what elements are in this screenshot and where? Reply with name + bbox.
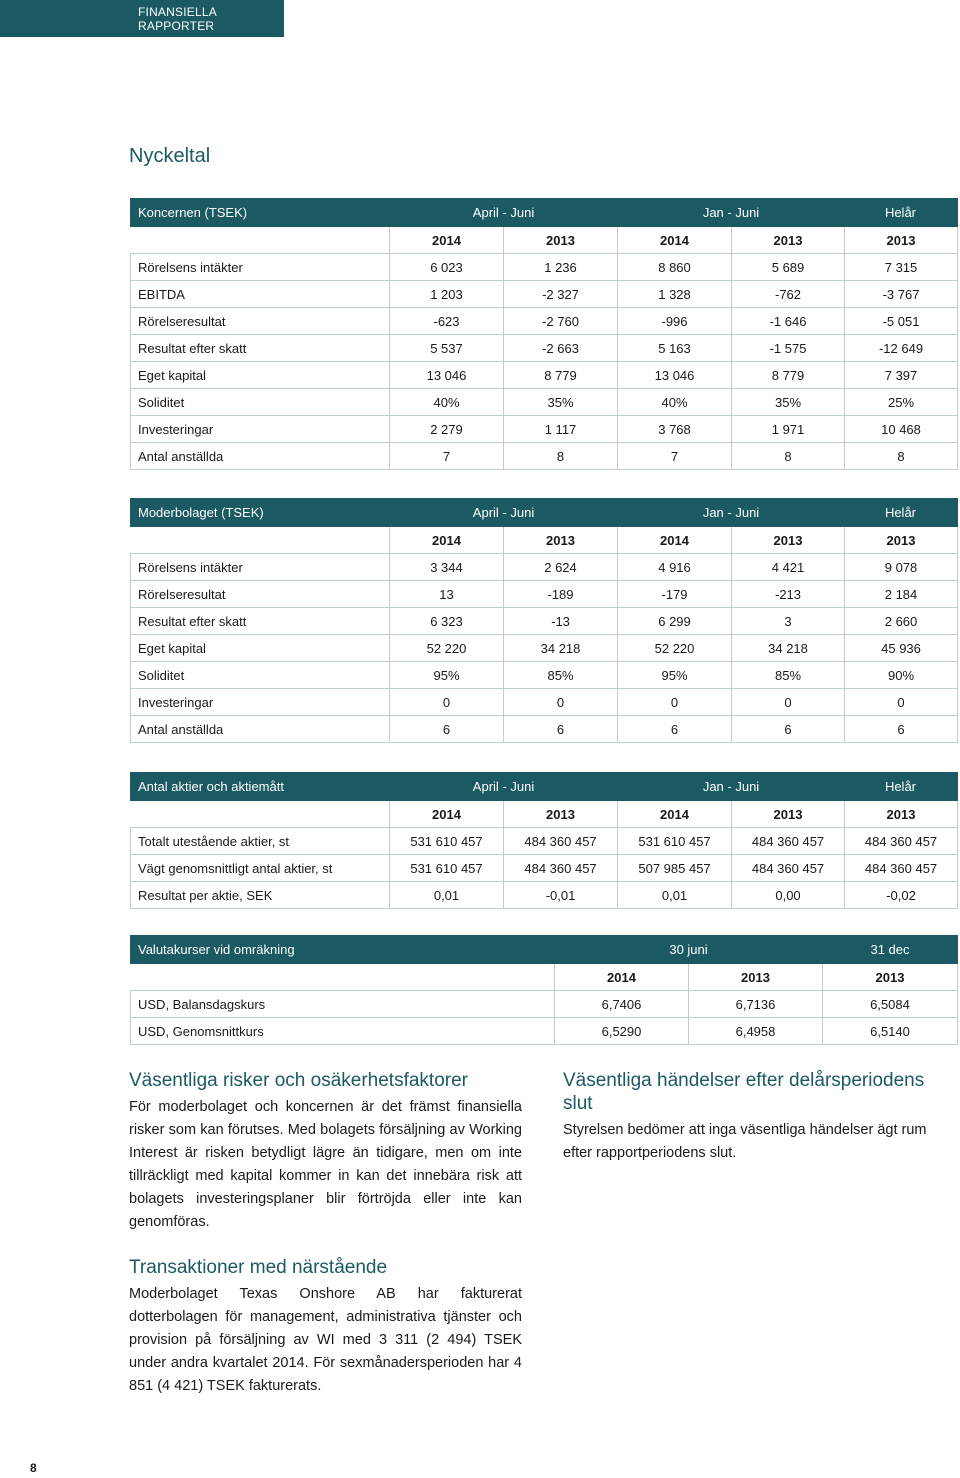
row-label: Investeringar	[131, 416, 390, 443]
year-cell: 2013	[845, 801, 958, 828]
table-row	[131, 1018, 958, 1045]
value-cell: 5 163	[618, 335, 732, 362]
table-row	[131, 882, 958, 909]
value-cell: 6	[504, 716, 618, 743]
table-row	[131, 389, 958, 416]
table-header-row	[131, 773, 958, 801]
period-header: April - Juni	[390, 773, 618, 801]
row-label: Eget kapital	[131, 362, 390, 389]
table-row	[131, 554, 958, 581]
value-cell: -1 646	[732, 308, 845, 335]
row-label: USD, Balansdagskurs	[131, 991, 555, 1018]
value-cell: -189	[504, 581, 618, 608]
value-cell: 95%	[390, 662, 504, 689]
value-cell: 13 046	[618, 362, 732, 389]
value-cell: 13 046	[390, 362, 504, 389]
value-cell: 0	[845, 689, 958, 716]
value-cell: 85%	[732, 662, 845, 689]
value-cell: -5 051	[845, 308, 958, 335]
value-cell: 4 421	[732, 554, 845, 581]
value-cell: 6 299	[618, 608, 732, 635]
table-row	[131, 335, 958, 362]
table-row	[131, 254, 958, 281]
value-cell: 0	[732, 689, 845, 716]
value-cell: 6,7136	[689, 991, 823, 1018]
value-cell: 1 203	[390, 281, 504, 308]
row-label: Eget kapital	[131, 635, 390, 662]
value-cell: 507 985 457	[618, 855, 732, 882]
value-cell: 35%	[504, 389, 618, 416]
value-cell: 40%	[390, 389, 504, 416]
table-row	[131, 608, 958, 635]
row-label: Resultat per aktie, SEK	[131, 882, 390, 909]
value-cell: 34 218	[732, 635, 845, 662]
year-cell: 2013	[504, 527, 618, 554]
value-cell: 531 610 457	[390, 855, 504, 882]
table-row	[131, 991, 958, 1018]
table-row	[131, 855, 958, 882]
period-header: Helår	[845, 199, 958, 227]
year-cell: 2014	[618, 801, 732, 828]
row-label: Rörelsens intäkter	[131, 254, 390, 281]
value-cell: 6,4958	[689, 1018, 823, 1045]
events-heading: Väsentliga händelser efter delårsperiodens slut	[563, 1070, 925, 1114]
events-body: Styrelsen bedömer att inga väsentliga händelser ägt rum efter rapportperiodens slut.	[563, 1122, 927, 1161]
table-row	[131, 662, 958, 689]
value-cell: 13	[390, 581, 504, 608]
year-cell: 2014	[390, 801, 504, 828]
value-cell: 7 397	[845, 362, 958, 389]
table-row	[131, 716, 958, 743]
value-cell: 6,5290	[555, 1018, 689, 1045]
transactions-body: Moderbolaget Texas Onshore AB har fakturerat dotterbolagen för management, administrativa tjänster och provision på försäljning av WI med 3 311 (2 494) TSEK under andra kvartalet 2014. För sexmånadersperioden har 4 851 (4 421) TSEK fakturerats.	[129, 1286, 522, 1394]
value-cell: -623	[390, 308, 504, 335]
table-row	[131, 443, 958, 470]
value-cell: -2 760	[504, 308, 618, 335]
value-cell: -1 575	[732, 335, 845, 362]
value-cell: 0	[618, 689, 732, 716]
row-label: Investeringar	[131, 689, 390, 716]
value-cell: -179	[618, 581, 732, 608]
value-cell: 7	[618, 443, 732, 470]
value-cell: 2 624	[504, 554, 618, 581]
row-label: Antal anställda	[131, 716, 390, 743]
value-cell: 8 779	[504, 362, 618, 389]
value-cell: 1 117	[504, 416, 618, 443]
risks-heading: Väsentliga risker och osäkerhetsfaktorer	[129, 1070, 468, 1091]
risks-section	[129, 1069, 522, 1234]
table-title: Antal aktier och aktiemått	[131, 773, 390, 801]
value-cell: 10 468	[845, 416, 958, 443]
section-tab	[0, 0, 284, 37]
value-cell: 52 220	[390, 635, 504, 662]
year-cell: 2013	[845, 227, 958, 254]
shares-table	[130, 772, 958, 909]
row-label: Rörelsens intäkter	[131, 554, 390, 581]
value-cell: 0,01	[618, 882, 732, 909]
row-label: Resultat efter skatt	[131, 608, 390, 635]
value-cell: 9 078	[845, 554, 958, 581]
events-section	[563, 1069, 958, 1165]
value-cell: 0	[504, 689, 618, 716]
value-cell: 531 610 457	[390, 828, 504, 855]
row-label: Antal anställda	[131, 443, 390, 470]
table-row	[131, 635, 958, 662]
period-header: Jan - Juni	[618, 499, 845, 527]
page-title: Nyckeltal	[129, 145, 211, 167]
row-label: EBITDA	[131, 281, 390, 308]
value-cell: 40%	[618, 389, 732, 416]
value-cell: -12 649	[845, 335, 958, 362]
period-header: Jan - Juni	[618, 773, 845, 801]
period-header: 31 dec	[823, 936, 958, 964]
table-row	[131, 281, 958, 308]
year-cell: 2014	[390, 227, 504, 254]
value-cell: 25%	[845, 389, 958, 416]
table-row	[131, 362, 958, 389]
value-cell: -0,01	[504, 882, 618, 909]
year-cell: 2013	[845, 527, 958, 554]
table-title: Valutakurser vid omräkning	[131, 936, 555, 964]
period-header: 30 juni	[555, 936, 823, 964]
row-label: Totalt utestående aktier, st	[131, 828, 390, 855]
value-cell: 90%	[845, 662, 958, 689]
value-cell: -0,02	[845, 882, 958, 909]
year-cell: 2014	[618, 227, 732, 254]
year-cell: 2013	[732, 227, 845, 254]
value-cell: 8	[732, 443, 845, 470]
row-label: USD, Genomsnittkurs	[131, 1018, 555, 1045]
year-cell: 2014	[555, 964, 689, 991]
value-cell: 2 184	[845, 581, 958, 608]
value-cell: 1 971	[732, 416, 845, 443]
period-header: Helår	[845, 773, 958, 801]
value-cell: 484 360 457	[732, 855, 845, 882]
value-cell: 52 220	[618, 635, 732, 662]
table-row	[131, 416, 958, 443]
value-cell: -13	[504, 608, 618, 635]
table-row	[131, 828, 958, 855]
value-cell: 484 360 457	[845, 828, 958, 855]
page-number: 8	[30, 1461, 37, 1475]
year-row	[131, 227, 958, 254]
table-header-row	[131, 199, 958, 227]
period-header: Helår	[845, 499, 958, 527]
value-cell: -2 327	[504, 281, 618, 308]
value-cell: 8	[845, 443, 958, 470]
row-label: Soliditet	[131, 662, 390, 689]
year-cell: 2013	[823, 964, 958, 991]
value-cell: 85%	[504, 662, 618, 689]
value-cell: -996	[618, 308, 732, 335]
value-cell: 1 328	[618, 281, 732, 308]
value-cell: 8 779	[732, 362, 845, 389]
value-cell: 95%	[618, 662, 732, 689]
value-cell: 34 218	[504, 635, 618, 662]
year-cell: 2013	[504, 227, 618, 254]
year-cell: 2013	[504, 801, 618, 828]
row-label: Rörelseresultat	[131, 581, 390, 608]
value-cell: 3 344	[390, 554, 504, 581]
value-cell: 2 279	[390, 416, 504, 443]
value-cell: 484 360 457	[845, 855, 958, 882]
year-row	[131, 527, 958, 554]
value-cell: 4 916	[618, 554, 732, 581]
value-cell: 6 323	[390, 608, 504, 635]
table-row	[131, 308, 958, 335]
concern-table	[130, 198, 958, 470]
row-label: Rörelseresultat	[131, 308, 390, 335]
table-title: Moderbolaget (TSEK)	[131, 499, 390, 527]
table-row	[131, 689, 958, 716]
value-cell: -2 663	[504, 335, 618, 362]
value-cell: 2 660	[845, 608, 958, 635]
value-cell: 0	[390, 689, 504, 716]
value-cell: 3	[732, 608, 845, 635]
value-cell: 3 768	[618, 416, 732, 443]
value-cell: 6,5140	[823, 1018, 958, 1045]
value-cell: -213	[732, 581, 845, 608]
table-header-row	[131, 936, 958, 964]
value-cell: 1 236	[504, 254, 618, 281]
value-cell: 0,01	[390, 882, 504, 909]
table-title: Koncernen (TSEK)	[131, 199, 390, 227]
year-cell: 2013	[689, 964, 823, 991]
year-row	[131, 964, 958, 991]
row-label: Soliditet	[131, 389, 390, 416]
value-cell: 6	[390, 716, 504, 743]
value-cell: 6	[845, 716, 958, 743]
value-cell: 35%	[732, 389, 845, 416]
period-header: Jan - Juni	[618, 199, 845, 227]
value-cell: 45 936	[845, 635, 958, 662]
table-row	[131, 581, 958, 608]
value-cell: 5 689	[732, 254, 845, 281]
value-cell: 7 315	[845, 254, 958, 281]
value-cell: 5 537	[390, 335, 504, 362]
value-cell: 484 360 457	[504, 855, 618, 882]
value-cell: 8	[504, 443, 618, 470]
transactions-heading: Transaktioner med närstående	[129, 1257, 388, 1278]
year-cell: 2013	[732, 527, 845, 554]
row-label: Resultat efter skatt	[131, 335, 390, 362]
value-cell: 531 610 457	[618, 828, 732, 855]
value-cell: -762	[732, 281, 845, 308]
value-cell: 0,00	[732, 882, 845, 909]
value-cell: 6 023	[390, 254, 504, 281]
table-header-row	[131, 499, 958, 527]
period-header: April - Juni	[390, 199, 618, 227]
parent-table	[130, 498, 958, 743]
year-cell: 2014	[618, 527, 732, 554]
year-cell: 2013	[732, 801, 845, 828]
value-cell: 6,5084	[823, 991, 958, 1018]
value-cell: 6	[732, 716, 845, 743]
period-header: April - Juni	[390, 499, 618, 527]
value-cell: 484 360 457	[504, 828, 618, 855]
year-cell: 2014	[390, 527, 504, 554]
fx-table	[130, 935, 958, 1045]
risks-body: För moderbolaget och koncernen är det främst finansiella risker som kan förutses. Med bolagets försäljning av Working Interest är risken betydligt lägre än tidigare, men om inte tillräckligt med kapital kommer in kan det innebära risk att bolagets investeringsplaner blir förtröjda eller inte kan genomföras.	[129, 1099, 522, 1230]
section-label: FINANSIELLA RAPPORTER	[138, 4, 217, 33]
value-cell: -3 767	[845, 281, 958, 308]
value-cell: 6	[618, 716, 732, 743]
transactions-section	[129, 1256, 522, 1398]
value-cell: 7	[390, 443, 504, 470]
value-cell: 8 860	[618, 254, 732, 281]
value-cell: 484 360 457	[732, 828, 845, 855]
value-cell: 6,7406	[555, 991, 689, 1018]
row-label: Vägt genomsnittligt antal aktier, st	[131, 855, 390, 882]
year-row	[131, 801, 958, 828]
